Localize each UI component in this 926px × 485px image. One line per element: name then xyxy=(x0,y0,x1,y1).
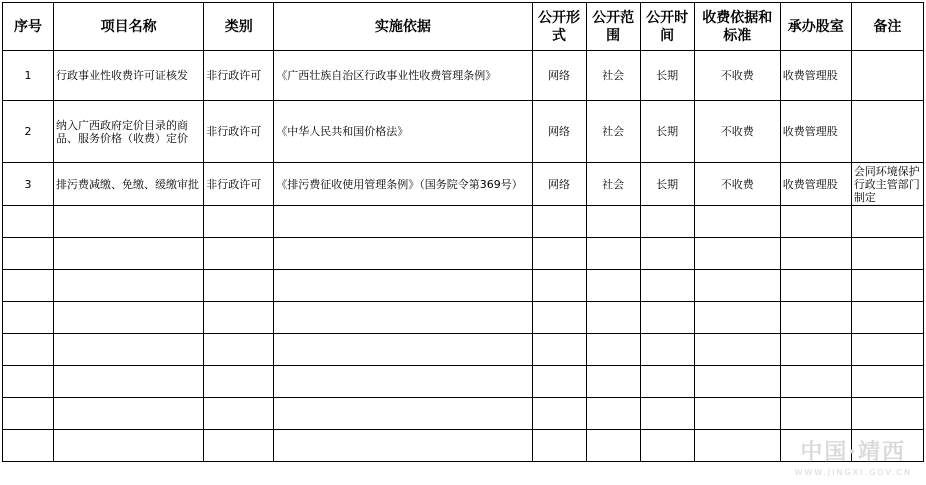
empty-row xyxy=(3,334,924,366)
empty-row xyxy=(3,270,924,302)
watermark-url: WWW.JINGXI.GOV.CN xyxy=(794,468,912,477)
cell-fee: 不收费 xyxy=(694,51,780,101)
table-row xyxy=(3,51,924,101)
cell-form: 网络 xyxy=(532,101,586,163)
header-scope: 公开范围 xyxy=(586,3,640,51)
cell-time: 长期 xyxy=(640,101,694,163)
cell-type: 非行政许可 xyxy=(204,163,274,206)
empty-row xyxy=(3,302,924,334)
header-basis: 实施依据 xyxy=(274,3,532,51)
header-form: 公开形式 xyxy=(532,3,586,51)
cell-form: 网络 xyxy=(532,51,586,101)
header-fee: 收费依据和标准 xyxy=(694,3,780,51)
empty-row xyxy=(3,366,924,398)
cell-name: 纳入广西政府定价目录的商品、服务价格（收费）定价 xyxy=(54,101,204,163)
header-row xyxy=(3,3,924,51)
cell-name: 排污费减缴、免缴、缓缴审批 xyxy=(54,163,204,206)
cell-form: 网络 xyxy=(532,163,586,206)
cell-no: 1 xyxy=(3,51,54,101)
cell-note: 会同环境保护行政主管部门制定 xyxy=(851,163,923,206)
cell-scope: 社会 xyxy=(586,101,640,163)
cell-fee: 不收费 xyxy=(694,163,780,206)
header-time: 公开时间 xyxy=(640,3,694,51)
site-watermark xyxy=(794,435,912,477)
cell-basis: 《广西壮族自治区行政事业性收费管理条例》 xyxy=(274,51,532,101)
header-no: 序号 xyxy=(3,3,54,51)
header-note: 备注 xyxy=(851,3,923,51)
table-row xyxy=(3,101,924,163)
cell-type: 非行政许可 xyxy=(204,51,274,101)
cell-dept: 收费管理股 xyxy=(780,163,851,206)
cell-scope: 社会 xyxy=(586,51,640,101)
cell-name: 行政事业性收费许可证核发 xyxy=(54,51,204,101)
empty-row xyxy=(3,430,924,462)
header-dept: 承办股室 xyxy=(780,3,851,51)
table-row xyxy=(3,163,924,206)
header-type: 类别 xyxy=(204,3,274,51)
cell-basis: 《中华人民共和国价格法》 xyxy=(274,101,532,163)
cell-basis: 《排污费征收使用管理条例》（国务院令第369号） xyxy=(274,163,532,206)
cell-dept: 收费管理股 xyxy=(780,51,851,101)
cell-time: 长期 xyxy=(640,51,694,101)
cell-note xyxy=(851,101,923,163)
cell-time: 长期 xyxy=(640,163,694,206)
header-name: 项目名称 xyxy=(54,3,204,51)
cell-scope: 社会 xyxy=(586,163,640,206)
cell-dept: 收费管理股 xyxy=(780,101,851,163)
cell-note xyxy=(851,51,923,101)
watermark-logo-text: 中国·靖西 xyxy=(800,439,907,465)
cell-no: 3 xyxy=(3,163,54,206)
cell-no: 2 xyxy=(3,101,54,163)
cell-type: 非行政许可 xyxy=(204,101,274,163)
public-items-table xyxy=(2,2,924,462)
empty-row xyxy=(3,206,924,238)
empty-row xyxy=(3,238,924,270)
empty-row xyxy=(3,398,924,430)
cell-fee: 不收费 xyxy=(694,101,780,163)
